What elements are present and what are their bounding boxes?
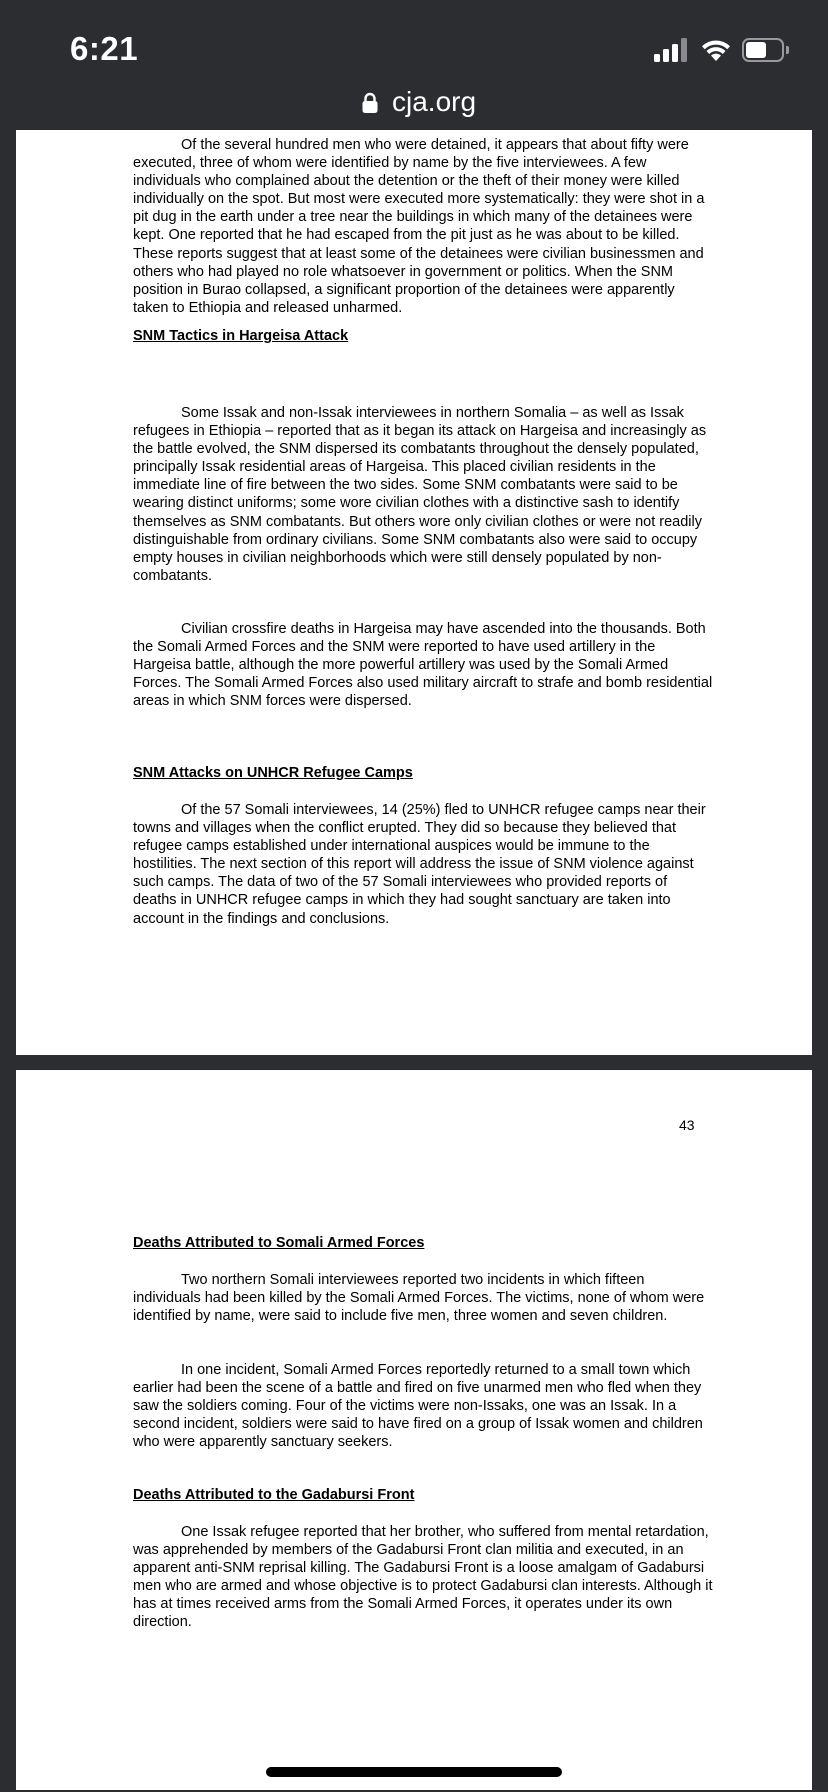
wifi-icon	[700, 36, 732, 62]
paragraph: Of the several hundred men who were detained, it appears that about fifty were executed, three of whom were identified by name by the five interviewees. A few individuals who complained about the detention or the theft of their money were killed individually on the spot. But most were executed more systematically: they were shot in a pit dug in the earth under a tree near the buildings in which many of the detainees were kept. One reported that he had escaped from the pit just as he was about to be killed. These reports suggest that at least some of the detainees were civilian businessmen and others who had played no role whatsoever in government or politics. When the SNM position in Burao collapsed, a significant proportion of the detainees were apparently taken to Ethiopia and released unharmed.	[133, 137, 705, 316]
paragraph: One Issak refugee reported that her brother, who suffered from mental retardation, was apprehended by members of the Gadabursi Front clan militia and executed, in an apparent anti-SNM reprisal killing. The Gadabursi Front is a loose amalgam of Gadabursi men who are armed and whose objective is to protect Gadabursi clan interests. Although it has at times received arms from the Somali Armed Forces, it operates under its own direction.	[133, 1524, 713, 1631]
page-number: 43	[679, 1117, 695, 1133]
section-heading: Deaths Attributed to Somali Armed Forces	[133, 1235, 425, 1251]
paragraph: Civilian crossfire deaths in Hargeisa may have ascended into the thousands. Both the Somali Armed Forces and the SNM were reported to have used artillery in the Hargeisa battle, although the more powerful artillery was used by the Somali Armed Forces. The Somali Armed Forces also used military aircraft to strafe and bomb residential areas in which SNM forces were dispersed.	[133, 621, 713, 710]
url-text: cja.org	[392, 86, 477, 117]
lock-icon	[361, 92, 379, 114]
section-heading: Deaths Attributed to the Gadabursi Front	[133, 1487, 415, 1503]
status-time: 6:21	[70, 30, 139, 67]
status-bar	[0, 0, 828, 90]
home-indicator[interactable]	[266, 1767, 562, 1777]
document-page	[16, 1070, 812, 1790]
address-bar[interactable]	[0, 80, 828, 130]
battery-icon	[742, 38, 788, 62]
cellular-signal-icon	[654, 38, 688, 62]
paragraph: Two northern Somali interviewees reported two incidents in which fifteen individuals had been killed by the Somali Armed Forces. The victims, none of whom were identified by name, were said to include five men, three women and seven children.	[133, 1272, 705, 1325]
paragraph: Some Issak and non-Issak interviewees in northern Somalia – as well as Issak refugees in Ethiopia – reported that as it began its attack on Hargeisa and increasingly as the battle evolved, the SNM dispersed its combatants throughout the densely populated, principally Issak residential areas of Hargeisa. This placed civilian residents in the immediate line of fire between the two sides. Some SNM combatants were said to be wearing distinct uniforms; some wore civilian clothes with a distinctive sash to identify themselves as SNM combatants. But others wore only civilian clothes or were not readily distinguishable from ordinary civilians. Some SNM combatants also were said to occupy empty houses in civilian neighborhoods which were still densely populated by non-combatants.	[133, 405, 707, 584]
section-heading: SNM Tactics in Hargeisa Attack	[133, 328, 349, 344]
paragraph: In one incident, Somali Armed Forces reportedly returned to a small town which earlier had been the scene of a battle and fired on five unarmed men who fled when they saw the soldiers coming. Four of the victims were non-Issaks, one was an Issak. In a second incident, soldiers were said to have fired on a group of Issak women and children who were apparently sanctuary seekers.	[133, 1362, 703, 1451]
paragraph: Of the 57 Somali interviewees, 14 (25%) fled to UNHCR refugee camps near their towns and villages when the conflict erupted. They did so because they believed that refugee camps established under international auspices would be immune to the hostilities. The next section of this report will address the issue of SNM violence against such camps. The data of two of the 57 Somali interviewees who provided reports of deaths in UNHCR refugee camps in which they had sought sanctuary are taken into account in the findings and conclusions.	[133, 802, 706, 927]
document-page	[16, 130, 812, 1055]
section-heading: SNM Attacks on UNHCR Refugee Camps	[133, 765, 413, 781]
